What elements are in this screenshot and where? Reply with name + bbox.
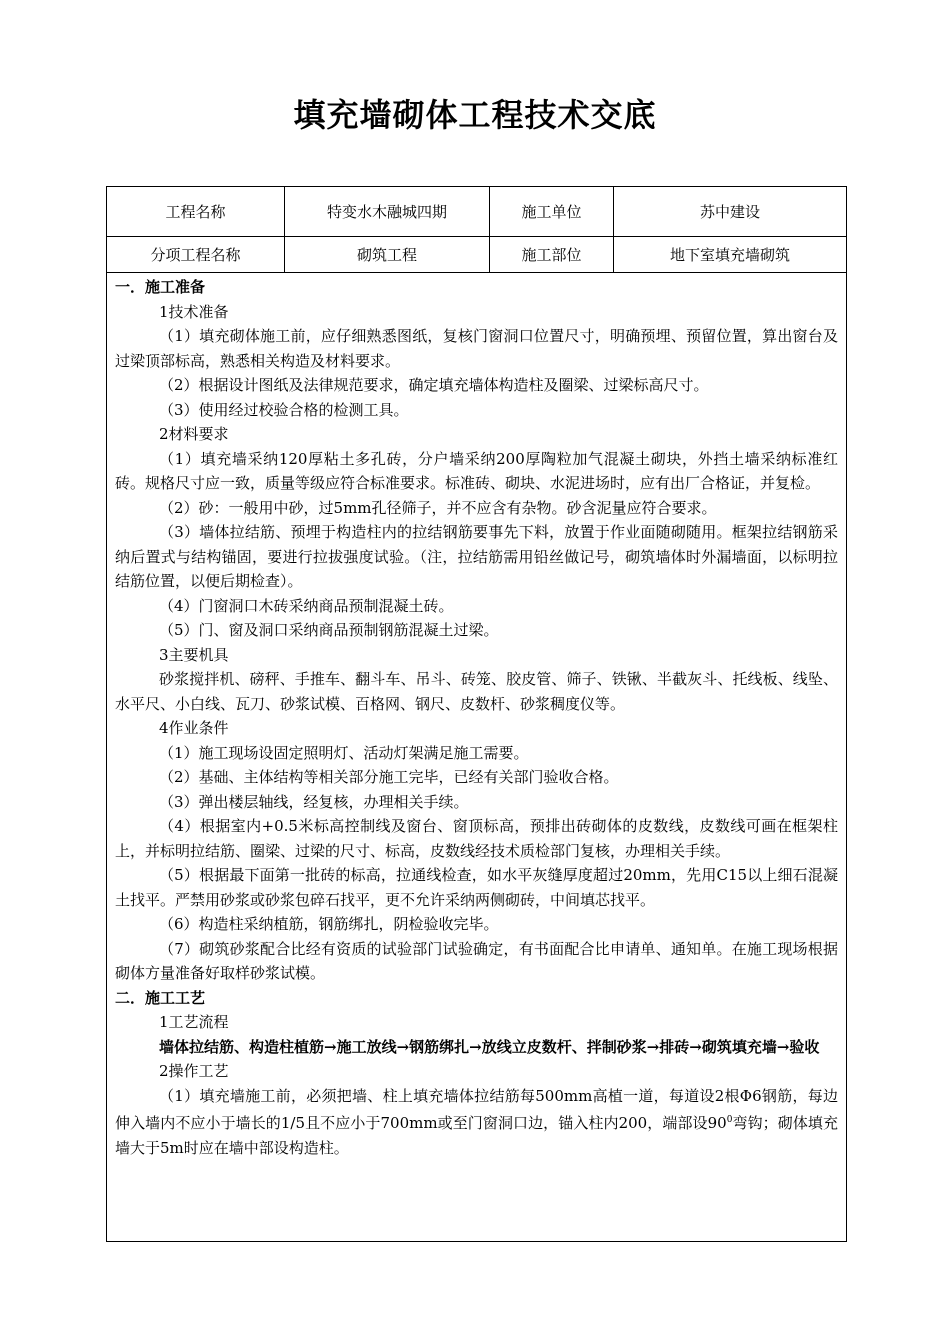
disclosure-table bbox=[106, 186, 847, 1242]
paragraph: （1）填充墙采纳120厚粘土多孔砖，分户墙采纳200厚陶粒加气混凝土砌块，外挡土墙采纳标准红砖。规格尺寸应一致，质量等级应符合标准要求。标准砖、砌块、水泥进场时，应有出厂合格证，并复检。 bbox=[115, 449, 838, 492]
paragraph: （4）门窗洞口木砖采纳商品预制混凝土砖。 bbox=[159, 596, 454, 615]
subsection-heading: 3主要机具 bbox=[159, 645, 229, 664]
project-name-label: 工程名称 bbox=[107, 187, 285, 236]
paragraph: （2）根据设计图纸及法律规范要求，确定填充墙体构造柱及圈梁、过梁标高尺寸。 bbox=[159, 376, 709, 394]
header-row-1 bbox=[107, 187, 846, 237]
location-value: 地下室填充墙砌筑 bbox=[669, 246, 790, 264]
contractor-label: 施工单位 bbox=[490, 187, 614, 236]
disclosure-body bbox=[107, 273, 846, 1160]
paragraph: （5）门、窗及洞口采纳商品预制钢筋混凝土过梁。 bbox=[159, 621, 499, 639]
paragraph: （3）使用经过校验合格的检测工具。 bbox=[159, 400, 409, 419]
header-row-2 bbox=[107, 237, 846, 273]
paragraph: （6）构造柱采纳植筋，钢筋绑扎，阴检验收完毕。 bbox=[159, 915, 499, 933]
subsection-heading: 2材料要求 bbox=[159, 425, 229, 443]
paragraph: （3）弹出楼层轴线，经复核，办理相关手续。 bbox=[159, 792, 469, 811]
paragraph: （1）施工现场设固定照明灯、活动灯架满足施工需要。 bbox=[159, 743, 529, 762]
paragraph: 砂浆搅拌机、磅秤、手推车、翻斗车、吊斗、砖笼、胶皮管、筛子、铁锹、半截灰斗、托线板、线坠、水平尺、小白线、瓦刀、砂浆试模、百格网、钢尺、皮数杆、砂浆稠度仪等。 bbox=[115, 670, 838, 713]
project-name-value: 特变水木融城四期 bbox=[285, 187, 490, 236]
paragraph: （1）填充砌体施工前，应仔细熟悉图纸，复核门窗洞口位置尺寸，明确预埋、预留位置，算出窗台及过梁顶部标高，熟悉相关构造及材料要求。 bbox=[115, 327, 838, 370]
paragraph: （7）砌筑砂浆配合比经有资质的试验部门试验确定，有书面配合比申请单、通知单。在施工现场根据砌体方量准备好取样砂浆试模。 bbox=[115, 939, 838, 982]
superscript: 0 bbox=[726, 1115, 733, 1125]
paragraph bbox=[115, 1084, 838, 1161]
process-flow: 墙体拉结筋、构造柱植筋→施工放线→钢筋绑扎→放线立皮数杆、拌制砂浆→排砖→砌筑填充墙→验收 bbox=[159, 1037, 820, 1056]
paragraph-text: （1）填充墙施工前，必须把墙、柱上填充墙体拉结筋每500mm高植一道，每道设2根Φ6钢筋，每边伸入墙内不应小于墙长的1/5且不应小于700mm或至门窗洞口边，锚入柱内200，端部设90 bbox=[115, 1086, 838, 1132]
paragraph: （5）根据最下面第一批砖的标高，拉通线检查，如水平灰缝厚度超过20mm，先用C15以上细石混凝土找平。严禁用砂浆或砂浆包碎石找平，更不允许采纳两侧砌砖，中间填芯找平。 bbox=[115, 866, 838, 909]
paragraph: （4）根据室内+0.5米标高控制线及窗台、窗顶标高，预排出砖砌体的皮数线，皮数线可画在框架柱上，并标明拉结筋、圈梁、过梁的尺寸、标高，皮数线经技术质检部门复核，办理相关手续。 bbox=[115, 817, 838, 860]
paragraph: （2）基础、主体结构等相关部分施工完毕，已经有关部门验收合格。 bbox=[159, 768, 619, 786]
section-heading: 二．施工工艺 bbox=[115, 988, 206, 1007]
paragraph-text: 弯钩；砌体填充墙大于5m时应在墙中部设构造柱。 bbox=[115, 1114, 838, 1157]
paragraph: （2）砂：一般用中砂，过5mm孔径筛子，并不应含有杂物。砂含泥量应符合要求。 bbox=[159, 498, 717, 517]
subsection-heading: 4作业条件 bbox=[159, 719, 229, 737]
paragraph: （3）墙体拉结筋、预埋于构造柱内的拉结钢筋要事先下料，放置于作业面随砌随用。框架拉结钢筋采纳后置式与结构锚固，要进行拉拔强度试验。（注，拉结筋需用铅丝做记号，砌筑墙体时外漏墙面，以标明拉结筋位置，以便后期检查）。 bbox=[115, 523, 838, 590]
sub-project-label: 分项工程名称 bbox=[107, 237, 285, 272]
section-heading: 一．施工准备 bbox=[115, 278, 206, 296]
subsection-heading: 2操作工艺 bbox=[159, 1062, 229, 1080]
document-title: 填充墙砌体工程技术交底 bbox=[293, 96, 657, 134]
contractor-value: 苏中建设 bbox=[699, 203, 760, 221]
location-label: 施工部位 bbox=[490, 237, 614, 272]
sub-project-value: 砌筑工程 bbox=[285, 237, 490, 272]
subsection-heading: 1技术准备 bbox=[159, 302, 229, 321]
subsection-heading: 1工艺流程 bbox=[159, 1013, 229, 1031]
